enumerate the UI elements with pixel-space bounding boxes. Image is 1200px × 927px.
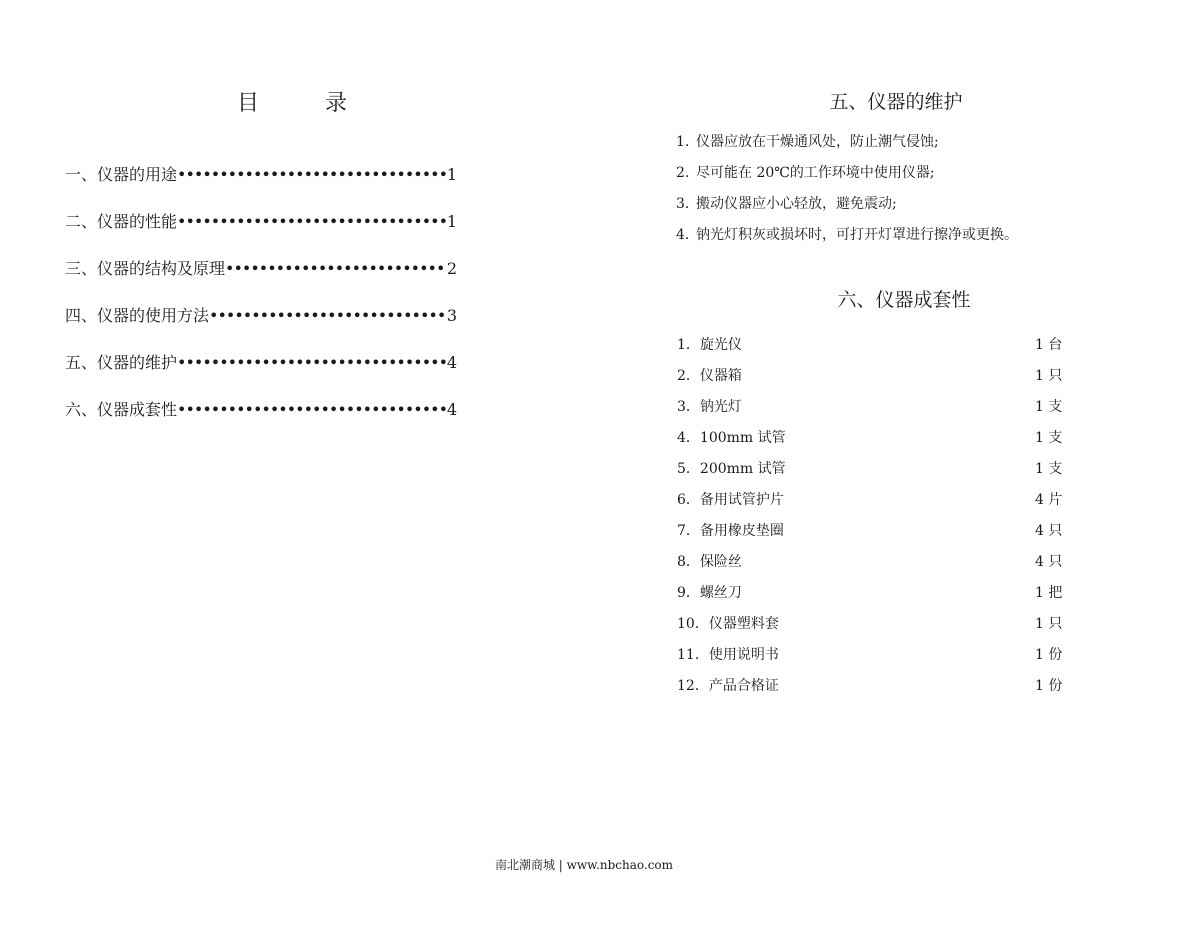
item-number: 2．: [677, 368, 700, 384]
item-name: 仪器箱: [699, 368, 742, 384]
list-item: [677, 428, 1067, 459]
item-name: 螺丝刀: [699, 585, 742, 601]
item-number: 9．: [677, 585, 700, 601]
toc-item-page: 3: [446, 306, 457, 325]
list-item: [676, 163, 1018, 194]
item-name: 100mm 试管: [699, 430, 786, 446]
item-name: 产品合格证: [708, 678, 779, 694]
item-quantity: 1 份: [1035, 678, 1063, 694]
item-number: 3.: [676, 196, 690, 212]
item-number: 11．: [677, 647, 709, 663]
item-quantity: 4 只: [1035, 554, 1063, 570]
list-item: [676, 194, 1018, 225]
item-quantity: 4 只: [1035, 523, 1063, 539]
list-item: [676, 225, 1018, 256]
toc-item-page: 4: [446, 353, 457, 372]
toc-item-label: 六、仪器成套性: [65, 400, 178, 419]
item-quantity: 1 份: [1035, 647, 1063, 663]
item-number: 8．: [677, 554, 700, 570]
list-item: [677, 397, 1067, 428]
kit-list: [677, 335, 1067, 707]
toc-item-label: 四、仪器的使用方法: [65, 306, 210, 325]
list-item: [677, 676, 1067, 707]
toc-leader-dots: [177, 402, 446, 418]
list-item: [677, 459, 1067, 490]
kit-title: 六、仪器成套性: [837, 289, 971, 311]
list-item: [677, 335, 1067, 366]
item-text: 仪器应放在干燥通风处，防止潮气侵蚀;: [696, 134, 939, 150]
list-item: [677, 614, 1067, 645]
toc-leader-dots: [177, 167, 446, 183]
item-number: 2.: [676, 165, 690, 181]
list-item: [677, 366, 1067, 397]
toc-item-label: 三、仪器的结构及原理: [65, 259, 226, 278]
toc-item[interactable]: [65, 209, 457, 256]
item-name: 使用说明书: [708, 647, 779, 663]
footer: [0, 856, 1200, 873]
toc-item[interactable]: [65, 350, 457, 397]
item-quantity: 1 支: [1035, 461, 1063, 477]
item-quantity: 1 台: [1035, 337, 1063, 353]
toc-item-page: 2: [446, 259, 457, 278]
list-item: [676, 132, 1018, 163]
item-number: 4.: [676, 227, 690, 243]
maintenance-title: 五、仪器的维护: [829, 91, 963, 113]
item-number: 10．: [677, 616, 709, 632]
item-name: 备用试管护片: [699, 492, 784, 508]
item-number: 3．: [677, 399, 700, 415]
toc-list: [65, 162, 457, 444]
item-quantity: 4 片: [1035, 492, 1063, 508]
item-name: 旋光仪: [699, 337, 742, 353]
page-right: [600, 0, 1200, 927]
item-quantity: 1 把: [1035, 585, 1063, 601]
item-quantity: 1 只: [1035, 616, 1063, 632]
item-quantity: 1 只: [1035, 368, 1063, 384]
item-number: 1.: [676, 134, 690, 150]
item-number: 1．: [677, 337, 700, 353]
toc-item[interactable]: [65, 162, 457, 209]
toc-item[interactable]: [65, 397, 457, 444]
toc-leader-dots: [225, 261, 446, 277]
item-name: 仪器塑料套: [708, 616, 779, 632]
item-quantity: 1 支: [1035, 399, 1063, 415]
toc-item[interactable]: [65, 256, 457, 303]
footer-text[interactable]: 南北潮商城 | www.nbchao.com: [494, 858, 674, 872]
item-quantity: 1 支: [1035, 430, 1063, 446]
item-text: 钠光灯积灰或损坏时，可打开灯罩进行擦净或更换。: [696, 227, 1018, 243]
toc-item-page: 1: [446, 165, 457, 184]
toc-item-label: 二、仪器的性能: [65, 212, 178, 231]
toc-leader-dots: [177, 355, 446, 371]
list-item: [677, 490, 1067, 521]
item-number: 6．: [677, 492, 700, 508]
toc-item-label: 一、仪器的用途: [65, 165, 178, 184]
item-number: 4．: [677, 430, 700, 446]
item-name: 保险丝: [699, 554, 742, 570]
item-number: 7．: [677, 523, 700, 539]
list-item: [677, 521, 1067, 552]
item-name: 备用橡皮垫圈: [699, 523, 784, 539]
list-item: [677, 552, 1067, 583]
list-item: [677, 583, 1067, 614]
toc-title: 目 录: [236, 91, 369, 116]
list-item: [677, 645, 1067, 676]
item-name: 200mm 试管: [699, 461, 786, 477]
toc-leader-dots: [209, 308, 446, 324]
toc-leader-dots: [177, 214, 446, 230]
toc-item-page: 4: [446, 400, 457, 419]
toc-item-label: 五、仪器的维护: [65, 353, 178, 372]
item-text: 尽可能在 20℃的工作环境中使用仪器;: [696, 165, 935, 181]
toc-item-page: 1: [446, 212, 457, 231]
item-number: 12．: [677, 678, 709, 694]
item-number: 5．: [677, 461, 700, 477]
maintenance-list: [676, 132, 1018, 256]
item-name: 钠光灯: [699, 399, 742, 415]
toc-item[interactable]: [65, 303, 457, 350]
item-text: 搬动仪器应小心轻放，避免震动;: [696, 196, 897, 212]
